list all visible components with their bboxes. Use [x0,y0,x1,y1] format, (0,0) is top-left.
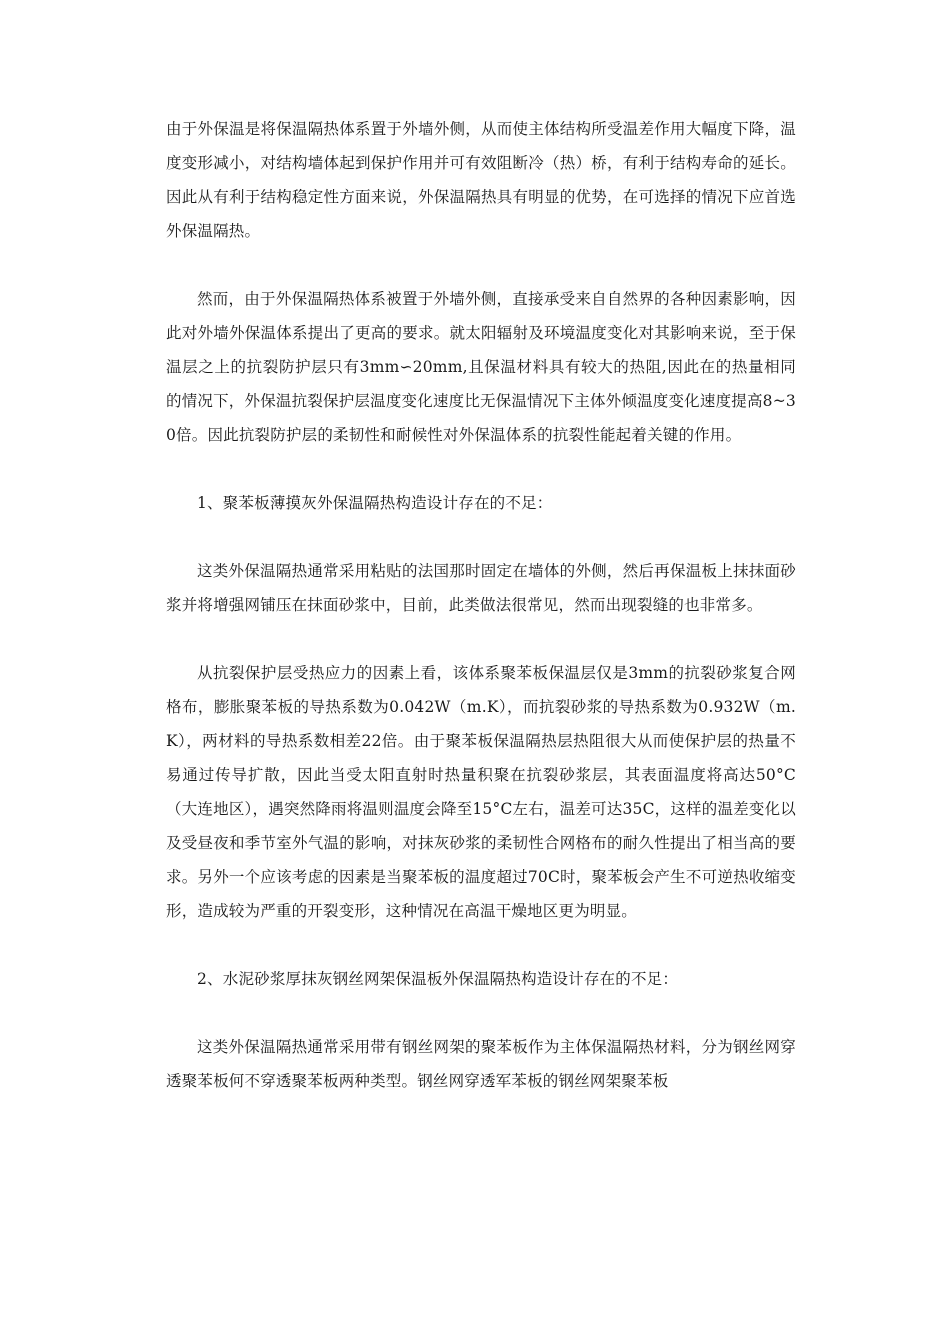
section-heading-2: 2、水泥砂浆厚抹灰钢丝网架保温板外保温隔热构造设计存在的不足： [197,970,679,988]
paragraph-thermal-stress: 从抗裂保护层受热应力的因素上看，该体系聚苯板保温层仅是3mm的抗裂砂浆复合网格布，膨胀聚苯板的导热系数为0.042W（m.K），而抗裂砂浆的导热系数为0.932W（m.K），两材料的导热系数相差22倍。由于聚苯板保温隔热层热阻很大从而使保护层的热量不易通过传导扩散，因此当受太阳直射时热量积聚在抗裂砂浆层，其表面温度将高达50°C（大连地区），遇突然降雨将温则温度会降至15°C左右，温差可达35C，这样的温差变化以及受昼夜和季节室外气温的影响，对抹灰砂浆的柔韧性合网格布的耐久性提出了相当高的要求。另外一个应该考虑的因素是当聚苯板的温度超过70C时，聚苯板会产生不可逆热收缩变形，造成较为严重的开裂变形，这种情况在高温干燥地区更为明显。 [166,664,796,920]
paragraph-intro: 由于外保温是将保温隔热体系置于外墙外侧，从而使主体结构所受温差作用大幅度下降，温度变形减小，对结构墙体起到保护作用并可有效阻断冷（热）桥，有利于结构寿命的延长。因此从有利于结构稳定性方面来说，外保温隔热具有明显的优势，在可选择的情况下应首选外保温隔热。 [166,120,796,240]
document-body [166,112,796,1132]
paragraph-method-2: 这类外保温隔热通常采用带有钢丝网架的聚苯板作为主体保温隔热材料，分为钢丝网穿透聚苯板何不穿透聚苯板两种类型。钢丝网穿透军苯板的钢丝网架聚苯板 [166,1038,796,1090]
paragraph-method-1: 这类外保温隔热通常采用粘贴的法国那时固定在墙体的外侧，然后再保温板上抹抹面砂浆并将增强网铺压在抹面砂浆中，目前，此类做法很常见，然而出现裂缝的也非常多。 [166,562,796,614]
paragraph-requirements: 然而，由于外保温隔热体系被置于外墙外侧，直接承受来自自然界的各种因素影响，因此对外墙外保温体系提出了更高的要求。就太阳辐射及环境温度变化对其影响来说，至于保温层之上的抗裂防护层只有3mm∽20mm,且保温材料具有较大的热阻,因此在的热量相同的情况下，外保温抗裂保护层温度变化速度比无保温情况下主体外倾温度变化速度提高8~30倍。因此抗裂防护层的柔韧性和耐候性对外保温体系的抗裂性能起着关键的作用。 [166,290,796,444]
section-heading-1: 1、聚苯板薄摸灰外保温隔热构造设计存在的不足： [197,494,553,512]
